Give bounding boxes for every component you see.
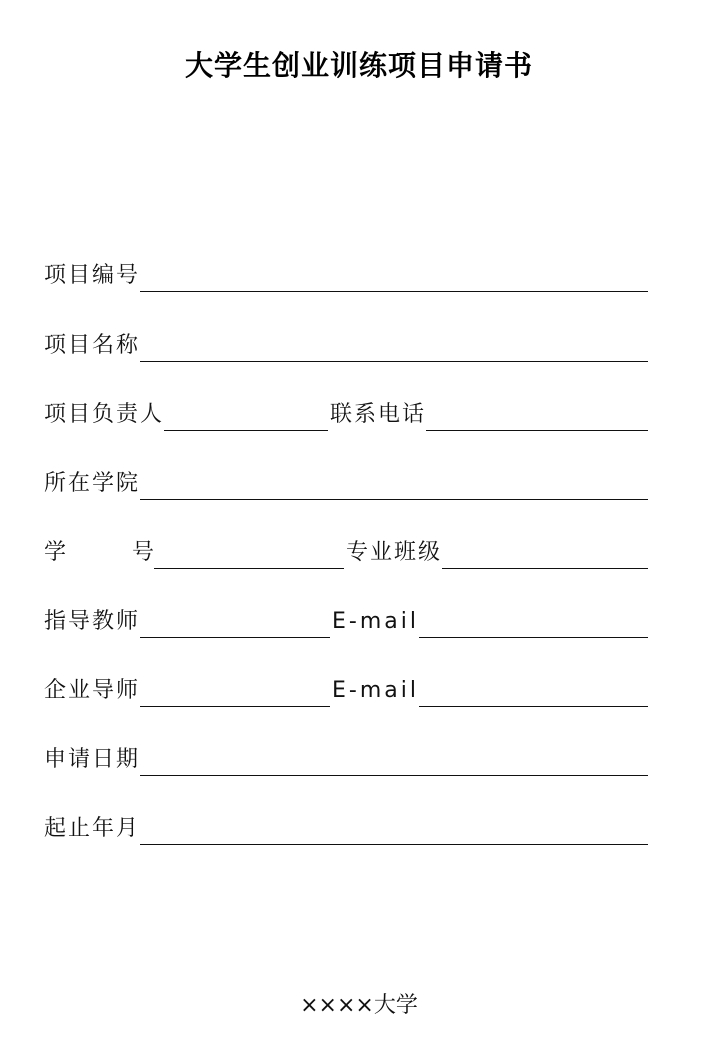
student-id-label: [44, 539, 154, 569]
application-date-label: 申请日期: [44, 747, 141, 772]
row-application-date: [44, 736, 648, 776]
student-id-field[interactable]: [154, 540, 344, 569]
advisor-email-field[interactable]: [419, 609, 648, 638]
project-name-field[interactable]: [140, 333, 648, 362]
mentor-email-field[interactable]: [419, 678, 648, 707]
application-date-field[interactable]: [140, 747, 648, 776]
student-id-label-char1: 学: [44, 540, 67, 565]
major-class-label: 专业班级: [346, 540, 443, 565]
enterprise-mentor-field[interactable]: [140, 678, 330, 707]
project-number-field[interactable]: [140, 263, 648, 292]
project-leader-label: 项目负责人: [44, 402, 165, 427]
row-start-end-date: [44, 805, 648, 845]
row-college: [44, 460, 648, 500]
project-name-label: 项目名称: [44, 333, 141, 358]
row-project-number: [44, 252, 648, 292]
row-enterprise-mentor: [44, 667, 648, 707]
row-leader-phone: [44, 391, 648, 431]
page-title: 大学生创业训练项目申请书: [184, 49, 533, 82]
enterprise-mentor-label: 企业导师: [44, 678, 141, 703]
row-student-id-major: [44, 529, 648, 569]
advisor-field[interactable]: [140, 609, 330, 638]
contact-phone-field[interactable]: [426, 402, 648, 431]
project-leader-field[interactable]: [164, 402, 328, 431]
student-id-label-char2: 号: [131, 540, 154, 565]
project-number-label: 项目编号: [44, 263, 141, 288]
college-label: 所在学院: [44, 471, 141, 496]
start-end-date-label: 起止年月: [44, 816, 141, 841]
major-class-field[interactable]: [442, 540, 648, 569]
mentor-email-label: E-mail: [332, 678, 419, 703]
college-field[interactable]: [140, 471, 648, 500]
row-project-name: [44, 322, 648, 362]
row-advisor: [44, 598, 648, 638]
contact-phone-label: 联系电话: [330, 402, 427, 427]
university-footer: ××××大学: [300, 993, 418, 1018]
advisor-label: 指导教师: [44, 609, 141, 634]
advisor-email-label: E-mail: [332, 609, 419, 634]
start-end-date-field[interactable]: [140, 816, 648, 845]
